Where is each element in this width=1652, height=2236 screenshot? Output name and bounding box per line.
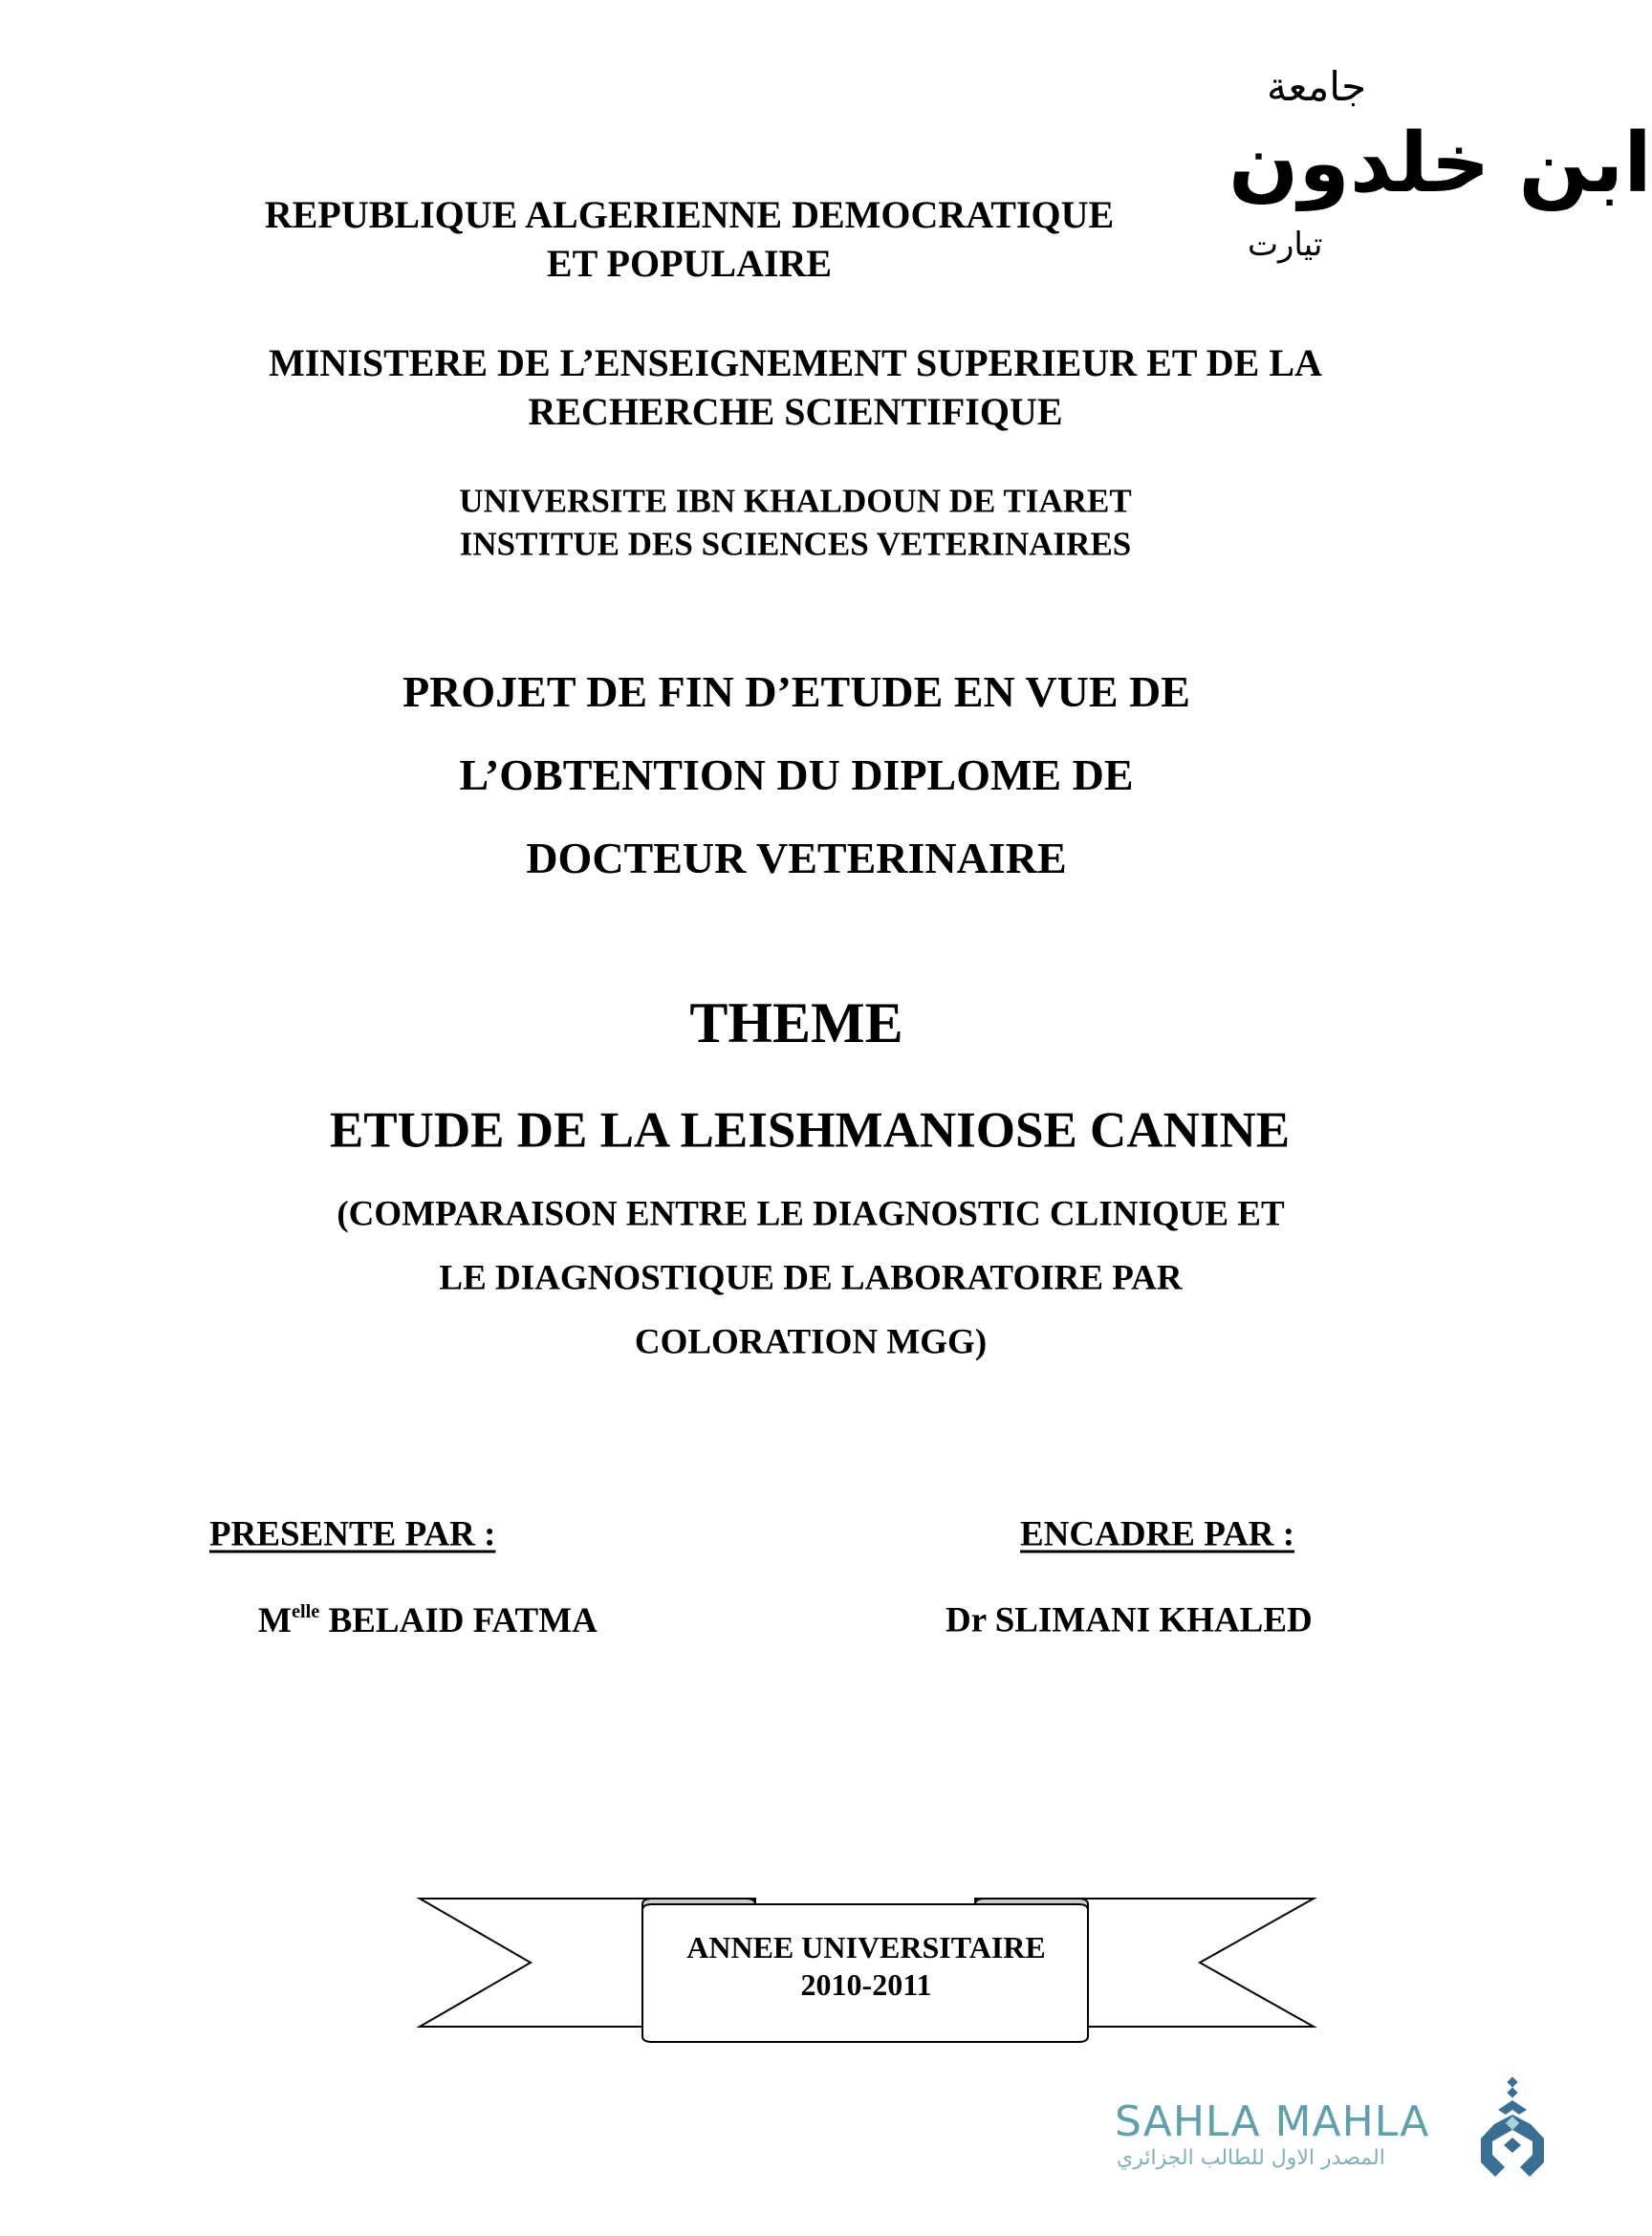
project-line-3: DOCTEUR VETERINAIRE — [526, 834, 1067, 882]
presented-by-label: PRESENTE PAR : — [209, 1514, 496, 1554]
project-line-2: L’OBTENTION DU DIPLOME DE — [459, 750, 1134, 799]
supervisor-name: Dr SLIMANI KHALED — [946, 1600, 1313, 1640]
academic-year-label: ANNEE UNIVERSITAIRE — [686, 1930, 1046, 1965]
ministry-line-2: RECHERCHE SCIENTIFIQUE — [528, 390, 1063, 433]
academic-year: 2010-2011 — [800, 1967, 932, 2002]
university-name: UNIVERSITE IBN KHALDOUN DE TIARET — [459, 482, 1132, 520]
supervised-by-label: ENCADRE PAR : — [1020, 1514, 1295, 1554]
logo-text-bottom: تيارت — [1248, 226, 1323, 264]
theme-subtitle-line-3: COLORATION MGG) — [634, 1322, 988, 1362]
ministry-line-1: MINISTERE DE L’ENSEIGNEMENT SUPERIEUR ET DE LA — [269, 341, 1322, 384]
theme-subtitle-line-2: LE DIAGNOSTIQUE DE LABORATOIRE PAR — [439, 1258, 1183, 1298]
project-line-1: PROJET DE FIN D’ETUDE EN VUE DE — [402, 667, 1190, 716]
theme-title: ETUDE DE LA LEISHMANIOSE CANINE — [329, 1102, 1291, 1159]
logo-text-main: ابن خلدون — [1228, 116, 1652, 211]
watermark-brand: SAHLA MAHLA — [1115, 2097, 1430, 2146]
theme-subtitle-line-1: (COMPARAISON ENTRE LE DIAGNOSTIC CLINIQUE ET — [337, 1194, 1285, 1234]
logo-text-top: جامعة — [1267, 63, 1367, 110]
republic-line-2: ET POPULAIRE — [546, 242, 833, 285]
student-name-text: BELAID FATMA — [319, 1601, 598, 1641]
student-title-sup: elle — [291, 1600, 320, 1622]
sahla-mahla-logo-icon — [1477, 2076, 1549, 2182]
watermark-tagline: المصدر الاول للطالب الجزائري — [1117, 2146, 1385, 2170]
republic-line-1: REPUBLIQUE ALGERIENNE DEMOCRATIQUE — [264, 193, 1115, 236]
theme-label: THEME — [689, 991, 903, 1054]
institute-name: INSTITUE DES SCIENCES VETERINAIRES — [459, 525, 1132, 563]
student-title: M — [258, 1601, 292, 1641]
